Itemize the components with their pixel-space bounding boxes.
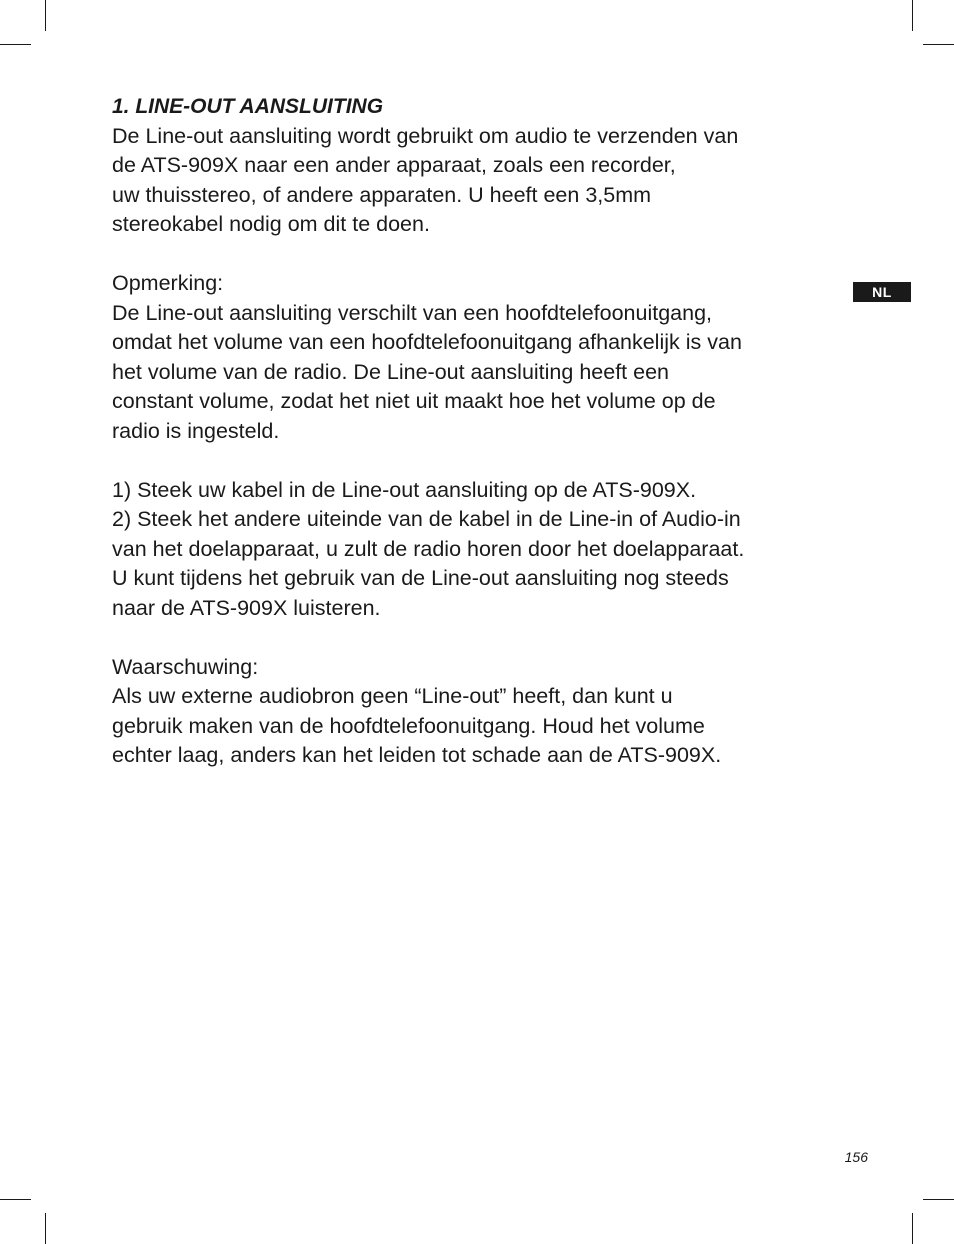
crop-mark-bottom-right-vertical <box>912 1213 913 1244</box>
crop-mark-top-right-horizontal <box>923 44 954 45</box>
warning-label: Waarschuwing: <box>112 654 259 679</box>
step-line: 2) Steek het andere uiteinde van de kabel in de Line-in of Audio-in <box>112 507 741 531</box>
page-content <box>112 92 842 771</box>
warning-paragraph <box>112 682 842 771</box>
crop-mark-top-right-vertical <box>912 0 913 31</box>
paragraph-gap <box>112 240 842 270</box>
paragraph-gap <box>112 446 842 476</box>
crop-mark-bottom-right-horizontal <box>923 1199 954 1200</box>
note-label: Opmerking: <box>112 271 224 295</box>
section-heading: 1. LINE-OUT AANSLUITING <box>112 95 384 118</box>
intro-line: uw thuisstereo, of andere apparaten. U heeft een 3,5mm <box>112 182 652 207</box>
note-paragraph <box>112 299 842 447</box>
step-line: 1) Steek uw kabel in de Line-out aansluiting op de ATS-909X. <box>112 477 697 502</box>
crop-mark-bottom-left-vertical <box>45 1213 46 1244</box>
step-line: van het doelapparaat, u zult de radio horen door het doelapparaat. <box>112 536 745 561</box>
crop-mark-top-left-horizontal <box>0 44 31 45</box>
step-line: U kunt tijdens het gebruik van de Line-out aansluiting nog steeds <box>112 566 729 590</box>
intro-paragraph <box>112 122 842 240</box>
warning-line: echter laag, anders kan het leiden tot schade aan de ATS-909X. <box>112 743 722 767</box>
step-line: naar de ATS-909X luisteren. <box>112 595 381 620</box>
language-tab: NL <box>853 282 911 302</box>
warning-line: Als uw externe audiobron geen “Line-out” heeft, dan kunt u <box>112 684 673 708</box>
note-line: De Line-out aansluiting verschilt van een hoofdtelefoonuitgang, <box>112 300 713 325</box>
intro-line: De Line-out aansluiting wordt gebruikt om audio te verzenden van <box>112 123 739 148</box>
note-line: constant volume, zodat het niet uit maakt hoe het volume op de <box>112 389 716 413</box>
crop-mark-top-left-vertical <box>45 0 46 31</box>
note-line: omdat het volume van een hoofdtelefoonuitgang afhankelijk is van <box>112 330 742 354</box>
intro-line: stereokabel nodig om dit te doen. <box>112 212 430 236</box>
warning-line: gebruik maken van de hoofdtelefoonuitgang. Houd het volume <box>112 713 705 738</box>
page-number: 156 <box>844 1149 868 1165</box>
steps-list <box>112 476 842 624</box>
crop-mark-bottom-left-horizontal <box>0 1199 31 1200</box>
paragraph-gap <box>112 623 842 653</box>
note-line: het volume van de radio. De Line-out aansluiting heeft een <box>112 359 669 384</box>
note-line: radio is ingesteld. <box>112 418 280 443</box>
intro-line: de ATS-909X naar een ander apparaat, zoals een recorder, <box>112 153 676 177</box>
